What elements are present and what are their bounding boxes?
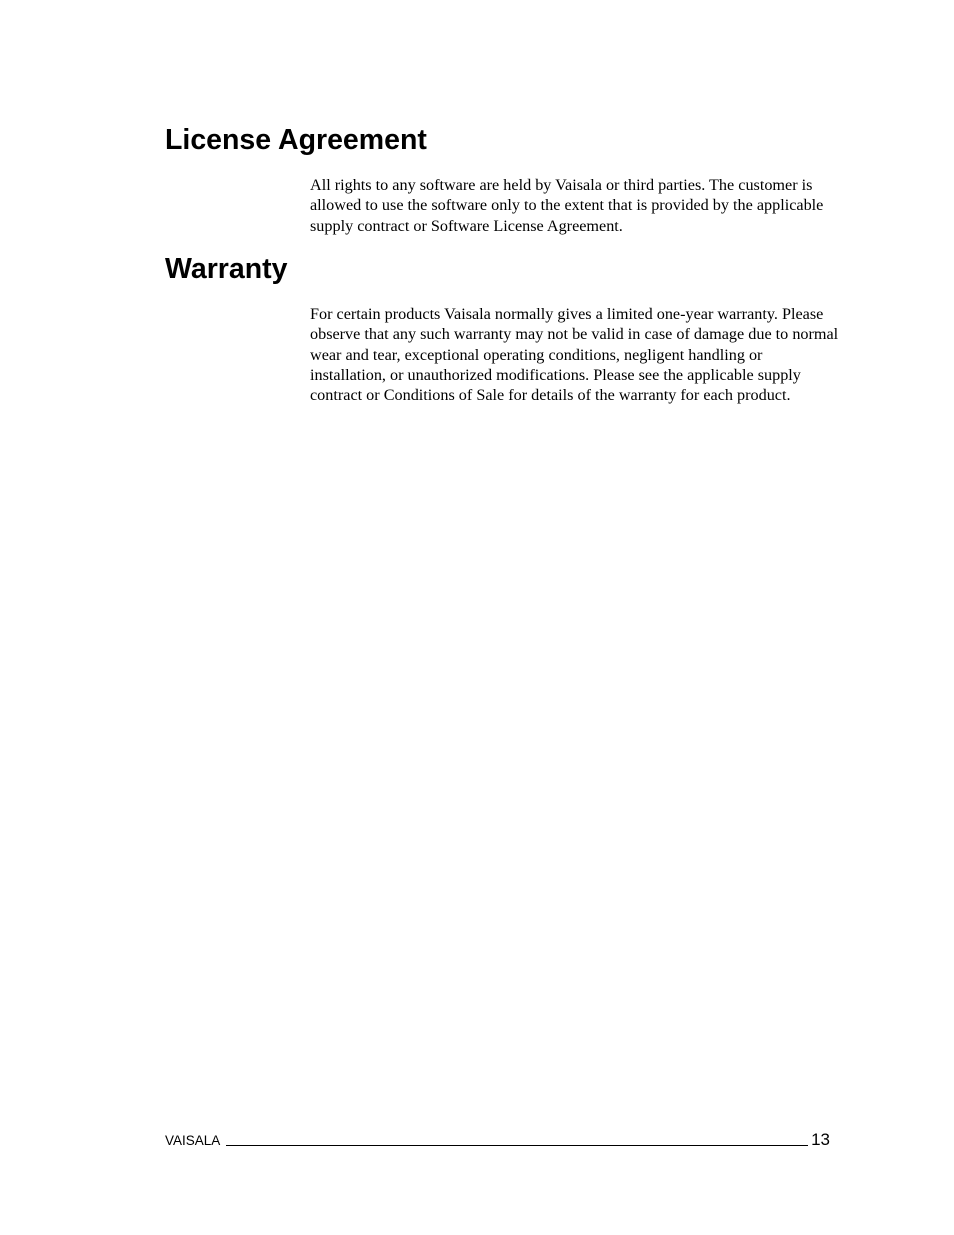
section-heading-warranty: Warranty — [165, 253, 288, 285]
page-footer — [165, 1128, 830, 1152]
footer-rule — [226, 1145, 808, 1146]
section-body-warranty: For certain products Vaisala normally gives a limited one-year warranty. Please observe that any such warranty may not be valid in case of damage due to normal wear and tear, exceptional operating conditions, negligent handling or installation, or unauthorized modifications. Please see the applicable supply contract or Conditions of Sale for details of the warranty for each product. — [310, 305, 839, 405]
footer-brand: VAISALA — [165, 1133, 221, 1148]
page-number: 13 — [811, 1130, 830, 1149]
section-heading-license-agreement: License Agreement — [165, 124, 427, 156]
section-body-license-agreement: All rights to any software are held by Vaisala or third parties. The customer is allowed to use the software only to the extent that is provided by the applicable supply contract or Software License Agreement. — [310, 176, 824, 235]
